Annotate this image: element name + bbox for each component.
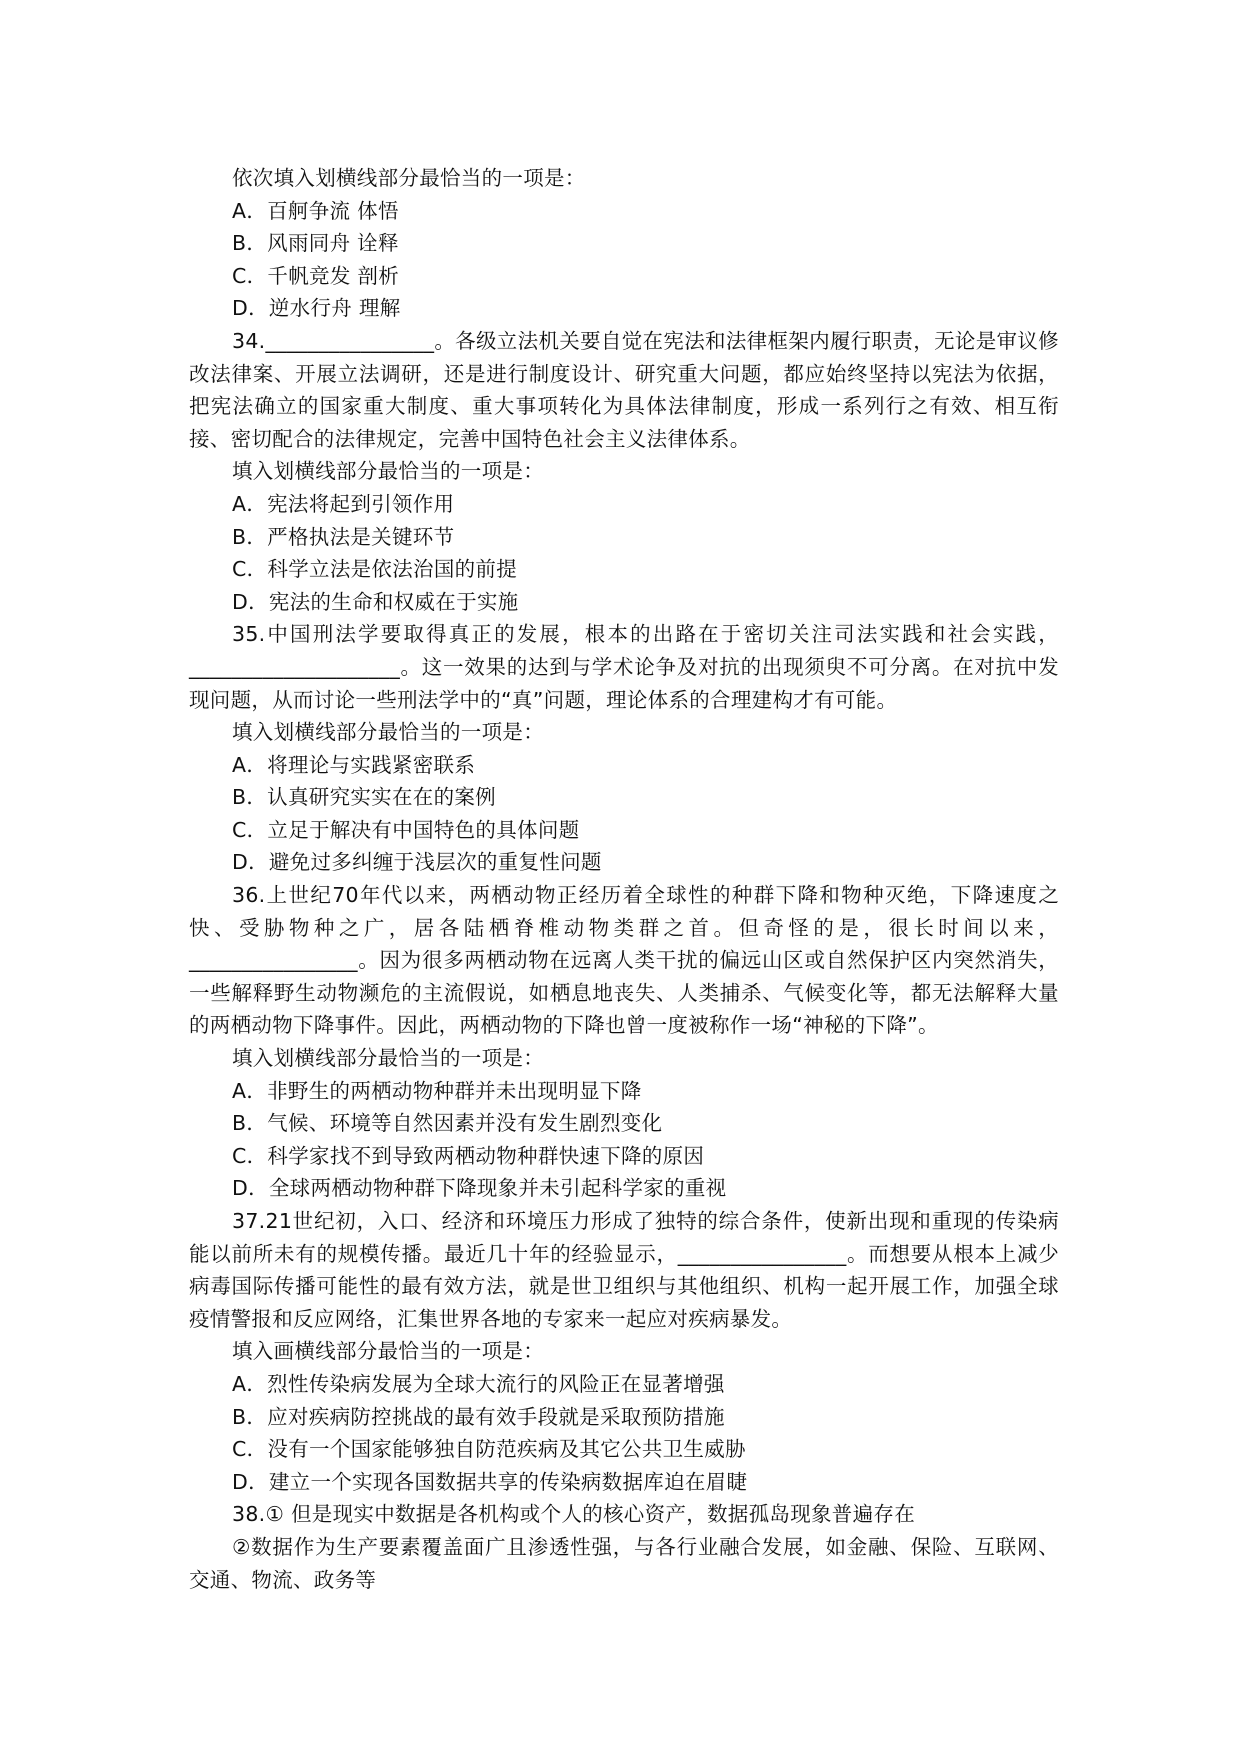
answer-prompt: 依次填入划横线部分最恰当的一项是： [232, 166, 586, 190]
question-34: 34.________________。各级立法机关要自觉在宪法和法律框架内履行职责，无论是审议修改法律案、开展立法调研，还是进行制度设计、研究重大问题，都应始终坚持以宪法为依据，把宪法确立的国家重大制度、重大事项转化为具体法律制度，形成一系列行之有效、相互衔接、密切配合的法律规定，完善中国特色社会主义法律体系。 [189, 328, 1059, 451]
option-c: C．科学家找不到导致两栖动物种群快速下降的原因 [232, 1143, 705, 1168]
answer-prompt: 填入划横线部分最恰当的一项是： [232, 459, 544, 484]
option-b: B．认真研究实实在在的案例 [232, 785, 496, 810]
option-d: D．建立一个实现各国数据共享的传染病数据库迫在眉睫 [232, 1469, 748, 1494]
option-d: D．逆水行舟 理解 [232, 296, 401, 321]
question-36: 36.上世纪70年代以来，两栖动物正经历着全球性的种群下降和物种灭绝，下降速度之快、受胁物种之广，居各陆栖脊椎动物类群之首。但奇怪的是，很长时间以来，________________。因为很多两栖动物在远离人类干扰的偏远山区或自然保护区内突然消失，一些解释野生动物濒危的主流假说，如栖息地丧失、人类捕杀、气候变化等，都无法解释大量的两栖动物下降事件。因此，两栖动物的下降也曾一度被称作一场“神秘的下降”。 [189, 883, 1059, 1038]
option-c: C．科学立法是依法治国的前提 [232, 557, 518, 582]
answer-prompt: 填入画横线部分最恰当的一项是： [232, 1339, 544, 1364]
option-c: C．千帆竞发 剖析 [232, 263, 400, 288]
option-a: A．百舸争流 体悟 [232, 198, 399, 223]
answer-prompt: 填入划横线部分最恰当的一项是： [232, 1046, 544, 1071]
option-c: C．立足于解决有中国特色的具体问题 [232, 817, 580, 842]
option-a: A．将理论与实践紧密联系 [232, 752, 476, 777]
option-d: D．宪法的生命和权威在于实施 [232, 589, 519, 614]
exam-text [189, 162, 1059, 1596]
option-d: D．避免过多纠缠于浅层次的重复性问题 [232, 850, 602, 875]
option-b: B．风雨同舟 诠释 [232, 231, 399, 256]
option-c: C．没有一个国家能够独自防范疾病及其它公共卫生威胁 [232, 1437, 746, 1462]
question-37: 37.21世纪初，入口、经济和环境压力形成了独特的综合条件，使新出现和重现的传染病能以前所未有的规模传播。最近几十年的经验显示，________________。而想要从根本上减少病毒国际传播可能性的最有效方法，就是世卫组织与其他组织、机构一起开展工作，加强全球疫情警报和反应网络，汇集世界各地的专家来一起应对疾病暴发。 [189, 1209, 1059, 1331]
option-b: B．应对疾病防控挑战的最有效手段就是采取预防措施 [232, 1404, 725, 1429]
option-b: B．气候、环境等自然因素并没有发生剧烈变化 [232, 1111, 663, 1136]
answer-prompt: 填入划横线部分最恰当的一项是： [232, 720, 544, 745]
question-38-sentence-2: ②数据作为生产要素覆盖面广且渗透性强，与各行业融合发展，如金融、保险、互联网、交通、物流、政务等 [189, 1534, 1059, 1592]
question-35: 35.中国刑法学要取得真正的发展，根本的出路在于密切关注司法实践和社会实践，____________________。这一效果的达到与学术论争及对抗的出现须臾不可分离。在对抗中发现问题，从而讨论一些刑法学中的“真”问题，理论体系的合理建构才有可能。 [189, 622, 1059, 712]
option-d: D．全球两栖动物种群下降现象并未引起科学家的重视 [232, 1176, 727, 1201]
option-b: B．严格执法是关键环节 [232, 524, 455, 549]
option-a: A．非野生的两栖动物种群并未出现明显下降 [232, 1078, 642, 1103]
option-a: A．烈性传染病发展为全球大流行的风险正在显著增强 [232, 1371, 725, 1396]
question-38-sentence-1: 38.① 但是现实中数据是各机构或个人的核心资产，数据孤岛现象普遍存在 [232, 1502, 915, 1527]
option-a: A．宪法将起到引领作用 [232, 491, 455, 516]
